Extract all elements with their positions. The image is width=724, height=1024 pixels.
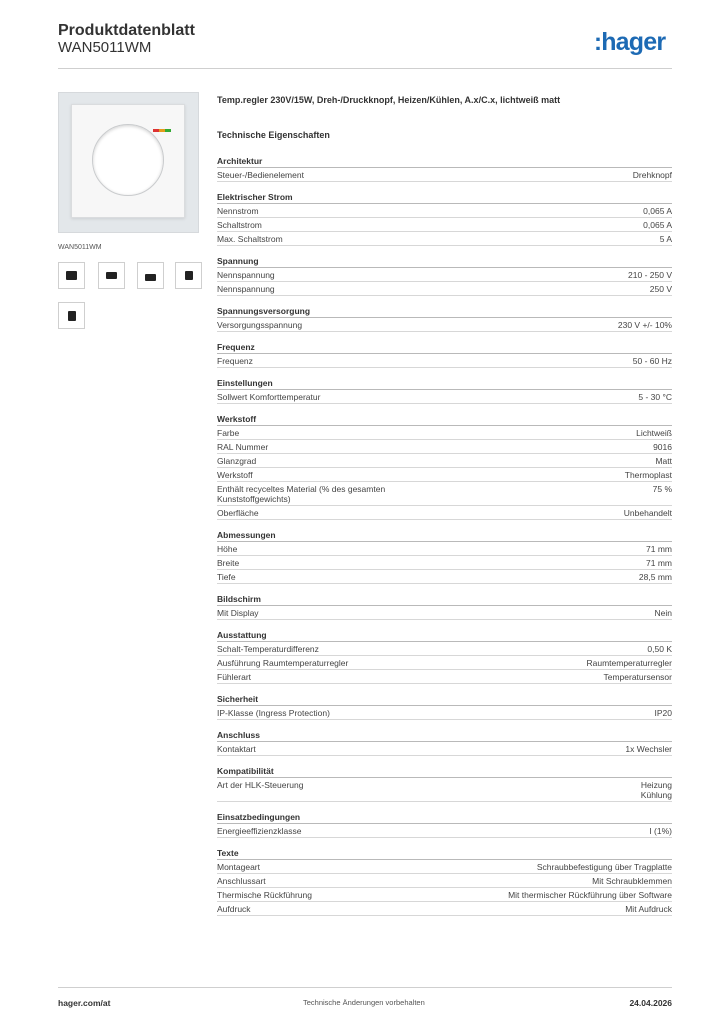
spec-row [217,440,672,454]
spec-label: Tiefe [217,572,236,582]
footer-date: 24.04.2026 [629,998,672,1008]
spec-section [217,155,672,182]
spec-value: Heizung Kühlung [640,780,672,800]
spec-section-title: Texte [217,847,672,860]
spec-row [217,318,672,332]
spec-value: 210 - 250 V [628,270,672,280]
spec-value: 0,065 A [643,206,672,216]
spec-label: IP-Klasse (Ingress Protection) [217,708,330,718]
spec-value: Schraubbefestigung über Tragplatte [536,862,672,872]
spec-value: Temperatursensor [603,672,672,682]
spec-row [217,482,672,506]
spec-section-title: Abmessungen [217,529,672,542]
page-title: Produktdatenblatt [58,22,195,39]
spec-value: Unbehandelt [623,508,672,518]
spec-row [217,742,672,756]
spec-section-title: Frequenz [217,341,672,354]
thumbnail-back[interactable] [58,302,85,329]
spec-section [217,847,672,916]
spec-label: Nennstrom [217,206,259,216]
spec-row [217,670,672,684]
spec-label: Fühlerart [217,672,252,682]
spec-section-title: Sicherheit [217,693,672,706]
spec-row [217,468,672,482]
spec-section [217,693,672,720]
spec-section-title: Architektur [217,155,672,168]
spec-row [217,778,672,802]
spec-value: 28,5 mm [638,572,672,582]
spec-row [217,556,672,570]
spec-row [217,168,672,182]
spec-value: 50 - 60 Hz [632,356,672,366]
product-thumb-icon [66,271,77,280]
spec-section [217,305,672,332]
spec-value: Raumtemperaturregler [586,658,672,668]
spec-value: Lichtweiß [636,428,672,438]
spec-section-title: Elektrischer Strom [217,191,672,204]
spec-section-title: Ausstattung [217,629,672,642]
article-number: WAN5011WM [58,39,152,56]
spec-label: Anschlussart [217,876,266,886]
thumbnail-front[interactable] [58,262,85,289]
thumbnail-angled[interactable] [137,262,164,289]
spec-section [217,593,672,620]
spec-label: Max. Schaltstrom [217,234,283,244]
spec-label: Thermische Rückführung [217,890,312,900]
spec-row [217,606,672,620]
spec-label: Nennspannung [217,270,275,280]
spec-value: 230 V +/- 10% [617,320,672,330]
spec-value: 0,50 K [647,644,672,654]
spec-value: I (1%) [649,826,672,836]
spec-label: Montageart [217,862,260,872]
spec-section [217,255,672,296]
spec-label: Aufdruck [217,904,251,914]
spec-row [217,902,672,916]
spec-label: Oberfläche [217,508,259,518]
spec-row [217,874,672,888]
spec-section [217,341,672,368]
product-image[interactable] [58,92,199,233]
spec-label: Höhe [217,544,238,554]
logo-text: hager [601,28,666,56]
spec-label: Versorgungsspannung [217,320,303,330]
led-indicator-icon [153,129,171,132]
spec-row [217,354,672,368]
hager-logo[interactable] [594,28,665,57]
spec-value: 71 mm [646,544,672,554]
spec-row [217,642,672,656]
spec-row [217,454,672,468]
product-description: Temp.regler 230V/15W, Dreh-/Druckknopf, Heizen/Kühlen, A.x/C.x, lichtweiß matt [217,95,561,105]
spec-value: 75 % [652,484,672,494]
spec-value: Matt [655,456,672,466]
logo-colon-icon: : [594,29,602,56]
spec-value: 5 - 30 °C [638,392,672,402]
spec-label: Schaltstrom [217,220,262,230]
spec-section [217,413,672,520]
spec-section [217,529,672,584]
product-thumb-icon [68,311,76,321]
spec-row [217,390,672,404]
spec-table [217,155,672,925]
spec-label: Frequenz [217,356,253,366]
spec-row [217,542,672,556]
spec-row [217,824,672,838]
spec-value: 9016 [653,442,672,452]
spec-value: Thermoplast [624,470,672,480]
spec-row [217,506,672,520]
footer-website-link[interactable]: hager.com/at [58,998,111,1008]
technical-properties-title: Technische Eigenschaften [217,130,330,140]
spec-label: Steuer-/Bedienelement [217,170,304,180]
spec-label: Enthält recyceltes Material (% des gesamten Kunststoffgewichts) [217,484,386,504]
spec-label: Energieeffizienzklasse [217,826,302,836]
spec-row [217,570,672,584]
spec-value: 1x Wechsler [625,744,672,754]
spec-section [217,191,672,246]
spec-section-title: Einsatzbedingungen [217,811,672,824]
spec-value: Nein [654,608,672,618]
spec-label: Mit Display [217,608,259,618]
thumbnail-top[interactable] [98,262,125,289]
spec-label: Werkstoff [217,470,253,480]
product-thumb-icon [185,271,193,280]
spec-label: Kontaktart [217,744,256,754]
thermostat-knob-icon [92,124,164,196]
spec-section-title: Spannungsversorgung [217,305,672,318]
spec-value: 5 A [659,234,672,244]
spec-section-title: Kompatibilität [217,765,672,778]
spec-row [217,888,672,902]
spec-value: 0,065 A [643,220,672,230]
spec-section-title: Bildschirm [217,593,672,606]
spec-label: Art der HLK-Steuerung [217,780,304,790]
spec-value: Mit thermischer Rückführung über Software [508,890,672,900]
spec-value: Drehknopf [632,170,672,180]
spec-value: IP20 [654,708,672,718]
spec-row [217,860,672,874]
spec-section [217,377,672,404]
spec-label: Sollwert Komforttemperatur [217,392,321,402]
spec-row [217,656,672,670]
product-thumb-icon [106,272,117,279]
spec-section [217,629,672,684]
spec-row [217,282,672,296]
spec-label: Farbe [217,428,240,438]
spec-value: 71 mm [646,558,672,568]
spec-label: Ausführung Raumtemperaturregler [217,658,349,668]
product-thumb-icon [145,274,156,281]
spec-section-title: Spannung [217,255,672,268]
spec-row [217,232,672,246]
header-divider [58,68,672,69]
spec-value: Mit Aufdruck [625,904,672,914]
spec-row [217,426,672,440]
spec-label: Nennspannung [217,284,275,294]
footer-divider [58,987,672,988]
spec-section [217,765,672,802]
spec-value: 250 V [649,284,672,294]
footer-notice: Technische Änderungen vorbehalten [303,998,425,1007]
spec-label: RAL Nummer [217,442,269,452]
spec-row [217,218,672,232]
spec-value: Mit Schraubklemmen [592,876,672,886]
spec-row [217,706,672,720]
spec-section [217,729,672,756]
spec-row [217,204,672,218]
spec-row [217,268,672,282]
spec-label: Glanzgrad [217,456,257,466]
spec-section-title: Anschluss [217,729,672,742]
spec-label: Schalt-Temperaturdifferenz [217,644,319,654]
image-caption: WAN5011WM [58,244,102,251]
spec-section-title: Einstellungen [217,377,672,390]
thermostat-frame-icon [71,104,185,218]
thumbnail-side[interactable] [175,262,202,289]
spec-section-title: Werkstoff [217,413,672,426]
spec-section [217,811,672,838]
spec-label: Breite [217,558,240,568]
